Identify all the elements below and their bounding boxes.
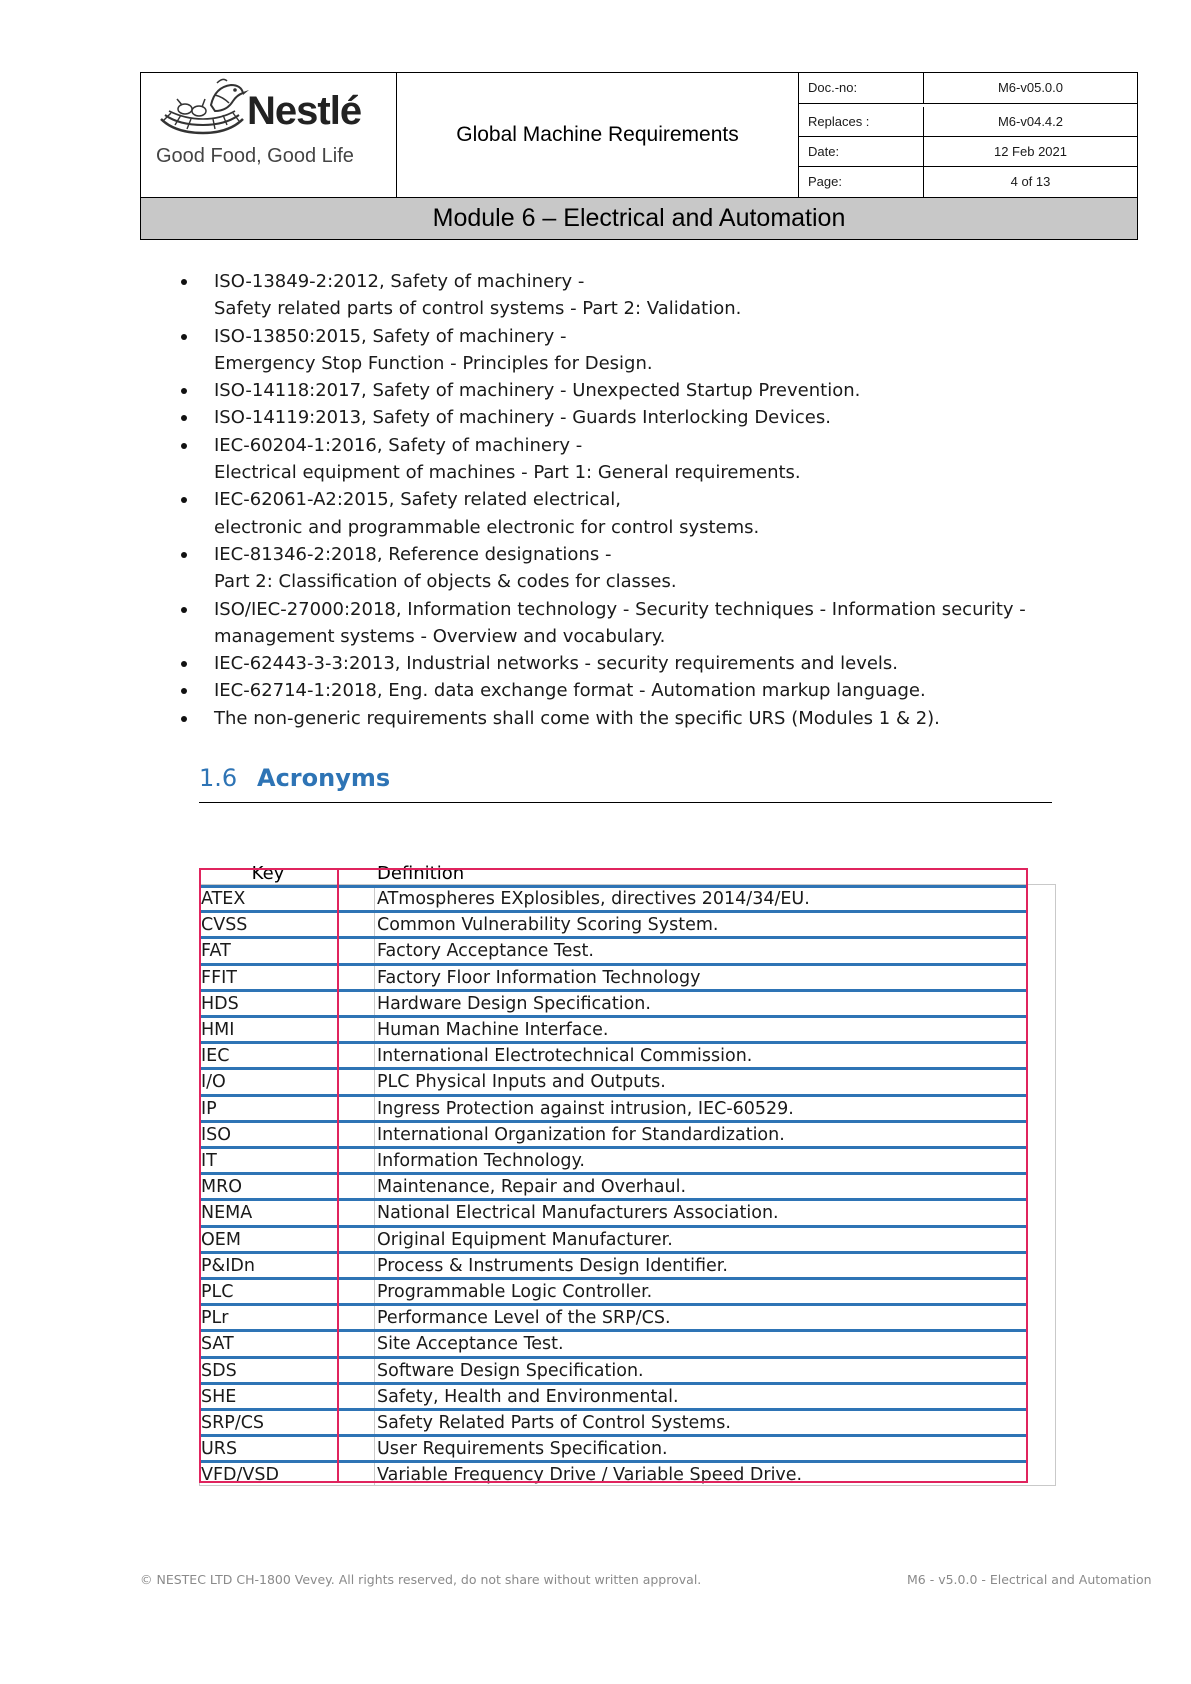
acronym-definition: Performance Level of the SRP/CS. — [377, 1308, 671, 1329]
bullet-icon — [181, 443, 187, 449]
table-row — [199, 1331, 1028, 1357]
table-row — [199, 1227, 1028, 1253]
table-row — [199, 1436, 1028, 1462]
meta-row-date — [799, 137, 1137, 167]
meta-key: Page: — [799, 167, 924, 197]
standards-list-item — [176, 432, 1076, 487]
acronym-key: I/O — [201, 1072, 226, 1093]
table-row — [199, 1462, 1028, 1488]
bullet-icon — [181, 334, 187, 340]
acronym-key: NEMA — [201, 1203, 253, 1224]
acronym-definition: Original Equipment Manufacturer. — [377, 1229, 673, 1250]
standards-list-line: management systems - Overview and vocabulary. — [214, 625, 666, 647]
acronym-key: IT — [201, 1151, 217, 1171]
acronym-definition: Site Acceptance Test. — [377, 1334, 564, 1355]
acronym-definition: Hardware Design Specification. — [377, 993, 651, 1014]
bullet-icon — [181, 388, 187, 394]
standards-list-item — [176, 268, 1076, 323]
bullet-icon — [181, 279, 187, 285]
standards-list-line: IEC-62443-3-3:2013, Industrial networks - security requirements and levels. — [214, 653, 899, 675]
table-row — [199, 1253, 1028, 1279]
standards-list-line: Safety related parts of control systems - Part 2: Validation. — [214, 298, 742, 320]
meta-value: M6-v05.0.0 — [997, 80, 1064, 95]
standards-list-line: ISO-13849-2:2012, Safety of machinery - — [214, 271, 585, 292]
table-row — [199, 1384, 1028, 1410]
bullet-icon — [181, 688, 187, 694]
acronym-definition: Process & Instruments Design Identifier. — [377, 1255, 728, 1276]
bullet-icon — [181, 716, 187, 722]
standards-list-line: ISO-13850:2015, Safety of machinery - — [214, 325, 567, 347]
standards-list-item — [176, 677, 1076, 704]
standards-list-item — [176, 705, 1076, 732]
acronym-definition: User Requirements Specification. — [377, 1439, 668, 1460]
acronym-key: SHE — [201, 1386, 237, 1407]
acronym-key: IEC — [201, 1046, 230, 1067]
section-number: 1.6 — [199, 764, 238, 792]
meta-key: Date: — [799, 137, 924, 166]
standards-list-item — [176, 486, 1076, 541]
acronym-definition: Safety Related Parts of Control Systems. — [377, 1413, 731, 1433]
acronym-definition: Factory Floor Information Technology — [377, 967, 701, 988]
standards-list-line: The non-generic requirements shall come with the specific URS (Modules 1 & 2). — [214, 707, 940, 729]
acronym-definition: Software Design Specification. — [377, 1360, 644, 1381]
acronym-key: VFD/VSD — [201, 1465, 279, 1486]
standards-list-line: IEC-60204-1:2016, Safety of machinery - — [214, 434, 583, 456]
table-row — [199, 1122, 1028, 1148]
acronym-key: ISO — [201, 1124, 232, 1145]
standards-list-line: IEC-62061-A2:2015, Safety related electrical, — [214, 489, 622, 511]
acronym-key: SAT — [201, 1334, 234, 1355]
standards-list-line: Part 2: Classification of objects & codes for classes. — [214, 571, 677, 593]
meta-key: Doc.-no: — [799, 73, 924, 103]
acronym-definition: Information Technology. — [377, 1151, 585, 1171]
module-title-bar: Module 6 – Electrical and Automation — [141, 197, 1137, 239]
document-header — [140, 72, 1138, 240]
logo-cell — [141, 73, 397, 197]
acronyms-table — [199, 863, 1056, 1486]
acronym-definition: Factory Acceptance Test. — [377, 941, 594, 962]
acronym-key: MRO — [201, 1177, 243, 1198]
standards-list-item — [176, 541, 1076, 596]
meta-value: M6-v04.4.2 — [997, 114, 1064, 129]
standards-list-line: ISO-14118:2017, Safety of machinery - Unexpected Startup Prevention. — [214, 380, 861, 402]
acronym-definition: ATmospheres EXplosibles, directives 2014/34/EU. — [377, 889, 810, 909]
meta-row-replaces — [799, 107, 1137, 137]
acronym-key: HDS — [201, 993, 239, 1014]
acronym-definition: PLC Physical Inputs and Outputs. — [377, 1072, 666, 1093]
acronym-key: CVSS — [201, 915, 248, 936]
bullet-icon — [181, 415, 187, 421]
table-row — [199, 1017, 1028, 1043]
table-row — [199, 912, 1028, 938]
table-row — [199, 1174, 1028, 1200]
acronym-definition: Common Vulnerability Scoring System. — [377, 915, 719, 936]
acronym-key: SRP/CS — [201, 1413, 265, 1433]
acronym-key: PLC — [201, 1282, 234, 1302]
meta-row-doc-no — [799, 73, 1137, 104]
standards-list-line: ISO-14119:2013, Safety of machinery - Guards Interlocking Devices. — [214, 407, 831, 429]
table-row — [199, 1305, 1028, 1331]
table-row — [199, 1410, 1028, 1436]
bullet-icon — [181, 497, 187, 503]
standards-list-item — [176, 650, 1076, 677]
column-header-definition: Definition — [377, 863, 465, 884]
selection-column-divider — [337, 868, 339, 1483]
section-title: Acronyms — [257, 764, 391, 792]
acronym-key: PLr — [201, 1308, 229, 1329]
meta-value: 12 Feb 2021 — [993, 144, 1067, 159]
acronym-key: ATEX — [201, 889, 246, 909]
acronym-key: P&IDn — [201, 1255, 255, 1276]
acronym-key: HMI — [201, 1020, 235, 1040]
brand-wordmark: Nestlé — [247, 89, 362, 133]
standards-list-item — [176, 323, 1076, 378]
table-row — [199, 1358, 1028, 1384]
acronym-definition: Programmable Logic Controller. — [377, 1282, 653, 1302]
document-meta — [799, 73, 1137, 197]
standards-list-line: IEC-62714-1:2018, Eng. data exchange format - Automation markup language. — [214, 680, 926, 702]
standards-list-line: ISO/IEC-27000:2018, Information technology - Security techniques - Information security - — [214, 598, 1026, 620]
bullet-icon — [181, 607, 187, 613]
meta-value: 4 of 13 — [1010, 174, 1051, 189]
standards-list — [176, 268, 1076, 732]
acronym-key: FFIT — [201, 967, 237, 988]
table-row — [199, 991, 1028, 1017]
acronym-key: IP — [201, 1098, 217, 1119]
acronym-key: SDS — [201, 1360, 237, 1381]
meta-key: Replaces : — [799, 107, 924, 136]
nest-birds-logo-icon — [155, 75, 251, 141]
standards-list-line: IEC-81346-2:2018, Reference designations - — [214, 543, 612, 565]
table-row — [199, 886, 1028, 912]
bullet-icon — [181, 552, 187, 558]
table-row — [199, 965, 1028, 991]
acronym-definition: Human Machine Interface. — [377, 1020, 609, 1040]
standards-list-line: Electrical equipment of machines - Part 1: General requirements. — [214, 462, 801, 484]
bullet-icon — [181, 661, 187, 667]
column-header-key: Key — [251, 863, 285, 884]
acronym-definition: Maintenance, Repair and Overhaul. — [377, 1177, 687, 1198]
table-row — [199, 1148, 1028, 1174]
standards-list-line: electronic and programmable electronic for control systems. — [214, 516, 760, 538]
acronym-definition: International Electrotechnical Commission. — [377, 1046, 753, 1067]
table-row — [199, 1043, 1028, 1069]
standards-list-item — [176, 404, 1076, 431]
acronym-definition: Ingress Protection against intrusion, IEC-60529. — [377, 1098, 794, 1119]
acronym-key: URS — [201, 1439, 238, 1460]
table-row — [199, 938, 1028, 964]
footer-doc-ref: M6 - v5.0.0 - Electrical and Automation — [907, 1572, 1152, 1587]
acronym-definition: Safety, Health and Environmental. — [377, 1386, 679, 1407]
table-row — [199, 1096, 1028, 1122]
table-row — [199, 1279, 1028, 1305]
acronym-definition: International Organization for Standardization. — [377, 1124, 785, 1145]
acronym-definition: Variable Frequency Drive / Variable Speed Drive. — [377, 1465, 803, 1486]
acronym-key: FAT — [201, 941, 231, 962]
acronym-key: OEM — [201, 1229, 241, 1250]
standards-list-line: Emergency Stop Function - Principles for Design. — [214, 352, 653, 374]
brand-tagline: Good Food, Good Life — [156, 145, 354, 167]
standards-list-item — [176, 596, 1076, 651]
table-row — [199, 1069, 1028, 1095]
footer-copyright: © NESTEC LTD CH-1800 Vevey. All rights reserved, do not share without written approval. — [140, 1572, 702, 1587]
table-row — [199, 1200, 1028, 1226]
document-title: Global Machine Requirements — [397, 73, 799, 197]
section-heading — [199, 760, 1052, 803]
acronym-definition: National Electrical Manufacturers Association. — [377, 1203, 779, 1224]
standards-list-item — [176, 377, 1076, 404]
meta-row-page — [799, 167, 1137, 197]
